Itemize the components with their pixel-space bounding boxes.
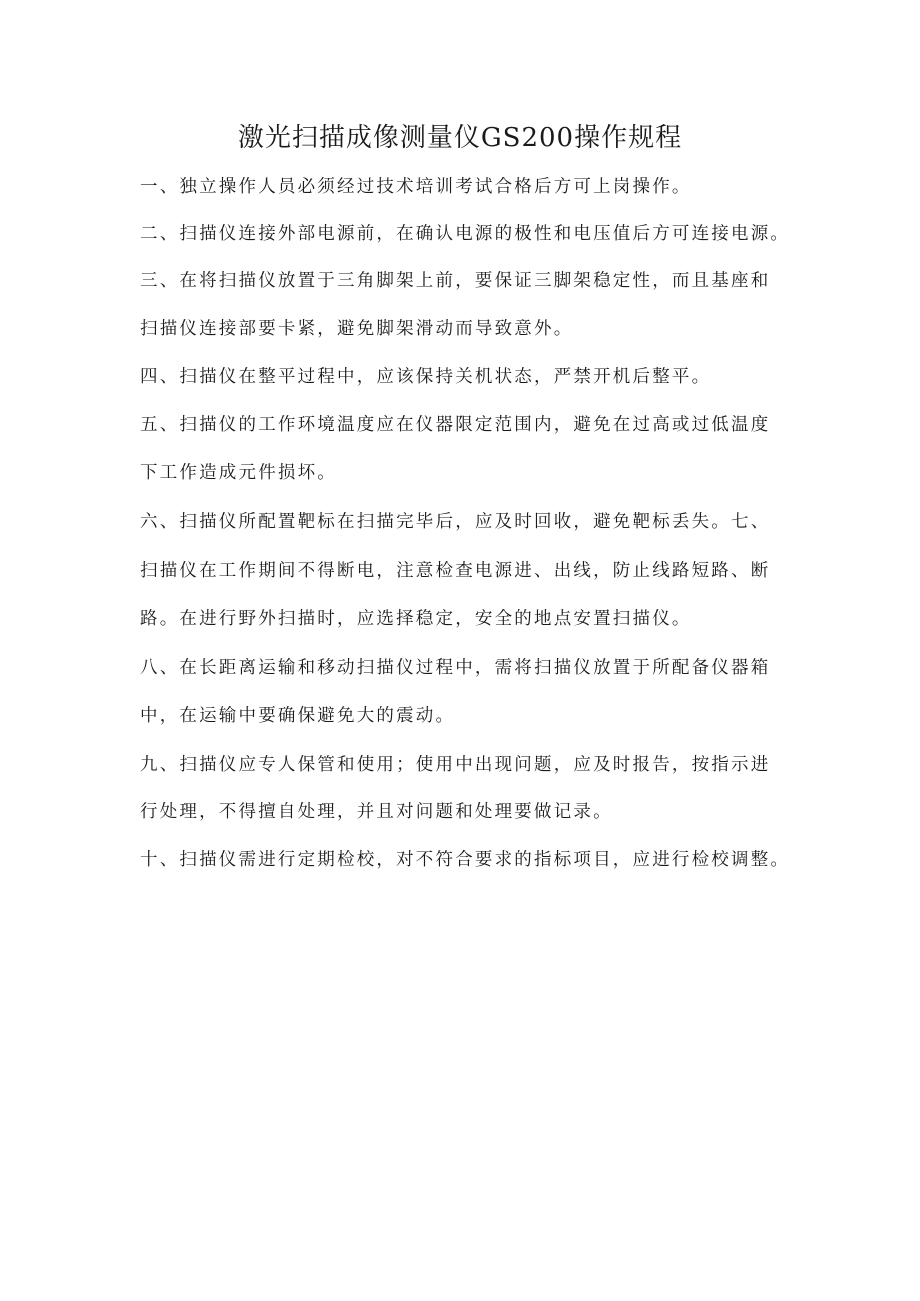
rule-line-9: 扫描仪在工作期间不得断电，注意检查电源进、出线，防止线路短路、断 xyxy=(140,561,771,581)
rule-line-8: 六、扫描仪所配置靶标在扫描完毕后，应及时回收，避免靶标丢失。七、 xyxy=(140,512,771,532)
document-title: 激光扫描成像测量仪GS200操作规程 xyxy=(237,123,683,153)
rule-line-12: 中，在运输中要确保避免大的震动。 xyxy=(140,706,456,726)
rule-line-6: 五、扫描仪的工作环境温度应在仪器限定范围内，避免在过高或过低温度 xyxy=(140,415,771,435)
rule-line-1: 一、独立操作人员必须经过技术培训考试合格后方可上岗操作。 xyxy=(140,177,692,197)
rule-line-15: 十、扫描仪需进行定期检校，对不符合要求的指标项目，应进行检校调整。 xyxy=(140,850,791,870)
rule-line-3: 三、在将扫描仪放置于三角脚架上前，要保证三脚架稳定性，而且基座和 xyxy=(140,271,771,291)
rule-line-5: 四、扫描仪在整平过程中，应该保持关机状态，严禁开机后整平。 xyxy=(140,367,712,387)
rule-line-13: 九、扫描仪应专人保管和使用；使用中出现问题，应及时报告，按指示进 xyxy=(140,755,771,775)
rule-line-14: 行处理，不得擅自处理，并且对问题和处理要做记录。 xyxy=(140,802,613,822)
rule-line-4: 扫描仪连接部要卡紧，避免脚架滑动而导致意外。 xyxy=(140,319,574,339)
rule-line-10: 路。在进行野外扫描时，应选择稳定，安全的地点安置扫描仪。 xyxy=(140,609,692,629)
rule-line-7: 下工作造成元件损坏。 xyxy=(140,463,337,483)
rule-line-2: 二、扫描仪连接外部电源前，在确认电源的极性和电压值后方可连接电源。 xyxy=(140,224,791,244)
rule-line-11: 八、在长距离运输和移动扫描仪过程中，需将扫描仪放置于所配备仪器箱 xyxy=(140,658,771,678)
